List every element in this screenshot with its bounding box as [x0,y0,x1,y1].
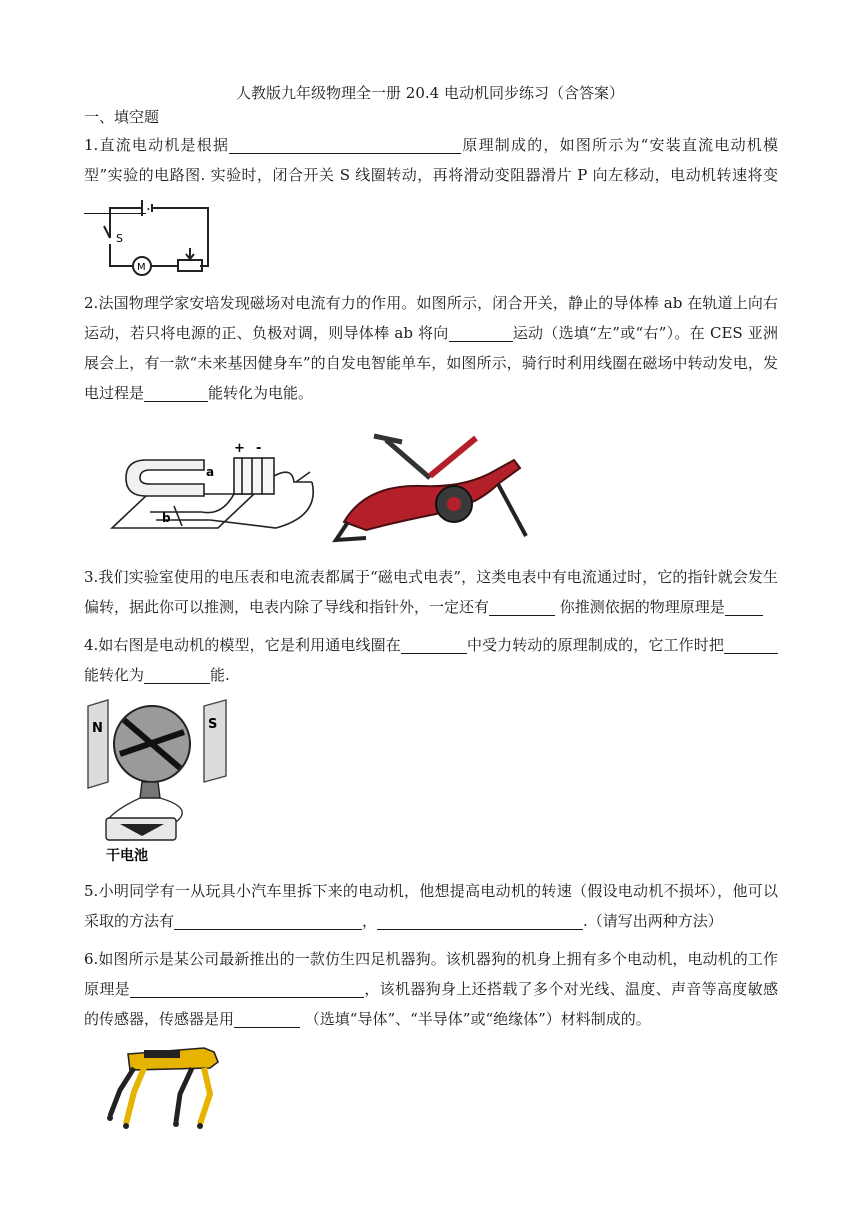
answer-blank[interactable] [489,597,555,616]
question-5-text-a: 5.小明同学有一从玩具小汽车里拆下来的电动机，他想提高电动机的转速（假设电动机不损坏），他可以采取的方法有 [84,882,778,930]
question-6-text-a: 6.如图所示是某公司最新推出的一款仿生四足机器狗。该机器狗的机身上拥有多个电动机，电动机的工作原理是 [84,950,778,998]
answer-blank[interactable] [130,979,364,998]
section-heading: 一、填空题 [84,108,160,126]
question-6-text-b: ，该机器狗身上还搭载了多个对光线、温度、声音等高度敏感的传感器，传感器是用 [84,980,778,1028]
motor-label: M [137,262,146,273]
plus-sign: + [234,441,245,456]
answer-blank[interactable] [234,1009,300,1028]
answer-blank[interactable] [377,911,583,930]
label-b: b [162,511,171,525]
question-4 [84,630,778,690]
answer-blank[interactable] [229,135,461,154]
question-1-text-b: 原理制成的，如图所示为“安装直流电动机模型”实验的电路图. 实验时，闭合开关 S 线圈转动，再将滑动变阻器滑片 P 向左移动，电动机转速将变 [84,136,779,184]
question-2-text-b: 运动（选填“左”或“右”）。在 CES 亚洲展会上，有一款“未来基因健身车”的自发电智能单车，如图所示，骑行时利用线圈在磁场中转动发电，发电过程是 [84,324,778,402]
question-5-text-b: ， [362,912,378,930]
answer-blank[interactable] [144,665,210,684]
question-6-text-c: （选填“导体”、“半导体”或“绝缘体”）材料制成的。 [300,1010,651,1028]
north-pole-label: N [92,721,103,736]
question-1-text-c: . [146,196,151,214]
question-5 [84,876,778,936]
question-5-text-c: .（请写出两种方法） [583,912,723,930]
question-3-text-a: 3.我们实验室使用的电压表和电流表都属于“磁电式电表”，这类电表中有电流通过时，它的指针就会发生偏转，据此你可以推测，电表内除了导线和指针外，一定还有 [84,568,778,616]
question-6 [84,944,778,1034]
answer-blank[interactable] [401,635,467,654]
label-a: a [206,465,215,479]
question-4-text-c: 能转化为 [84,666,145,684]
answer-blank[interactable] [174,911,362,930]
question-4-text-d: 能. [210,666,230,684]
battery-caption: 干电池 [106,848,148,864]
minus-sign: - [256,441,262,456]
document-title: 人教版九年级物理全一册 20.4 电动机同步练习（含答案） [236,84,624,102]
question-2-text-c: 能转化为电能。 [208,384,314,402]
answer-blank[interactable] [725,597,763,616]
question-3 [84,562,778,622]
switch-label: S [116,232,123,245]
question-2-text-a: 2.法国物理学家安培发现磁场对电流有力的作用。如图所示，闭合开关，静止的导体棒 ab 在轨道上向右运动，若只将电源的正、负极对调，则导体棒 ab 将向 [84,294,778,342]
fitness-bike-figure [326,430,536,546]
ampere-experiment-figure [106,432,328,540]
circuit-diagram-figure [100,198,216,278]
question-4-text-b: 中受力转动的原理制成的，它工作时把 [466,636,724,654]
answer-blank[interactable] [724,635,778,654]
question-2 [84,288,778,408]
south-pole-label: S [208,717,218,732]
question-1-text-a: 1.直流电动机是根据 [84,136,230,154]
motor-model-figure [84,698,232,866]
answer-blank[interactable] [449,323,513,342]
question-3-text-b: 你推测依据的物理原理是 [555,598,725,616]
question-4-text-a: 4.如右图是电动机的模型，它是利用通电线圈在 [84,636,401,654]
answer-blank[interactable] [144,383,208,402]
robot-dog-figure [100,1040,224,1130]
